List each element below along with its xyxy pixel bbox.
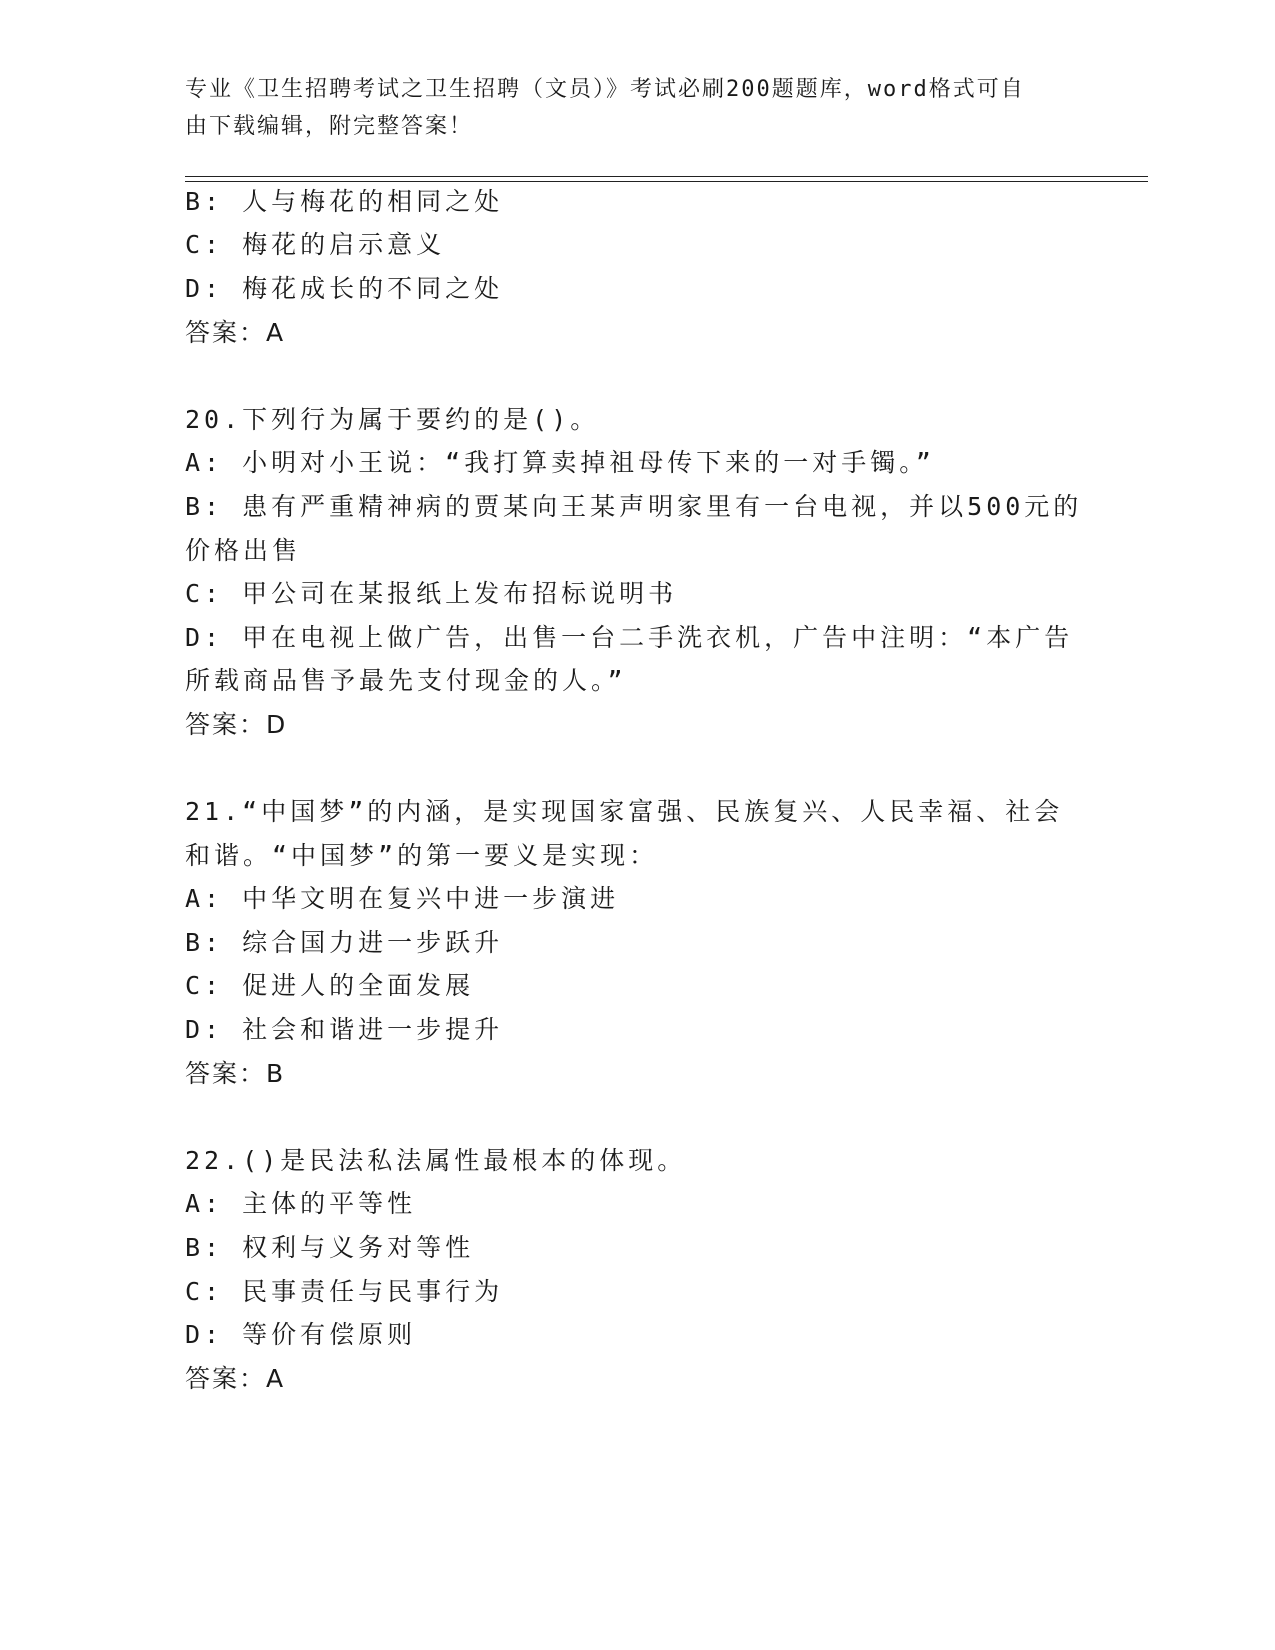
q20-option-c: C: 甲公司在某报纸上发布招标说明书 [185, 579, 678, 608]
q21-stem-line-2: 和谐。“中国梦”的第一要义是实现： [185, 841, 659, 870]
q22-stem: 22.()是民法私法属性最根本的体现。 [185, 1146, 687, 1175]
q22-option-d: D: 等价有偿原则 [185, 1320, 417, 1349]
q20-stem: 20.下列行为属于要约的是()。 [185, 405, 600, 434]
q21-option-d: D: 社会和谐进一步提升 [185, 1015, 504, 1044]
q20-option-d-line-2: 所载商品售予最先支付现金的人。” [185, 666, 627, 695]
q21-option-b: B: 综合国力进一步跃升 [185, 928, 504, 957]
q22-option-c: C: 民事责任与民事行为 [185, 1277, 504, 1306]
prev-answer: 答案：A [185, 318, 286, 347]
prev-option-d: D: 梅花成长的不同之处 [185, 274, 504, 303]
q22-option-b: B: 权利与义务对等性 [185, 1233, 475, 1262]
header-line-2: 由下载编辑，附完整答案！ [185, 114, 474, 139]
q22-option-a: A: 主体的平等性 [185, 1189, 417, 1218]
q20-option-b-line-1: B: 患有严重精神病的贾某向王某声明家里有一台电视，并以500元的 [185, 492, 1083, 521]
q20-option-d-line-1: D: 甲在电视上做广告，出售一台二手洗衣机，广告中注明：“本广告 [185, 623, 1074, 652]
header-divider-top [185, 176, 1148, 177]
prev-option-b: B: 人与梅花的相同之处 [185, 187, 504, 216]
q20-option-b-line-2: 价格出售 [185, 536, 302, 565]
header-divider-bottom [185, 181, 1148, 182]
q20-option-a: A: 小明对小王说：“我打算卖掉祖母传下来的一对手镯。” [185, 448, 935, 477]
q20-answer: 答案：D [185, 710, 288, 739]
document-header [185, 71, 1085, 145]
q22-answer: 答案：A [185, 1364, 286, 1393]
header-line-1: 专业《卫生招聘考试之卫生招聘（文员）》考试必刷200题题库，word格式可自 [185, 77, 1025, 102]
prev-option-c: C: 梅花的启示意义 [185, 230, 446, 259]
q21-option-a: A: 中华文明在复兴中进一步演进 [185, 884, 620, 913]
q21-stem-line-1: 21.“中国梦”的内涵，是实现国家富强、民族复兴、人民幸福、社会 [185, 797, 1064, 826]
q21-answer: 答案：B [185, 1059, 286, 1088]
q21-option-c: C: 促进人的全面发展 [185, 971, 475, 1000]
